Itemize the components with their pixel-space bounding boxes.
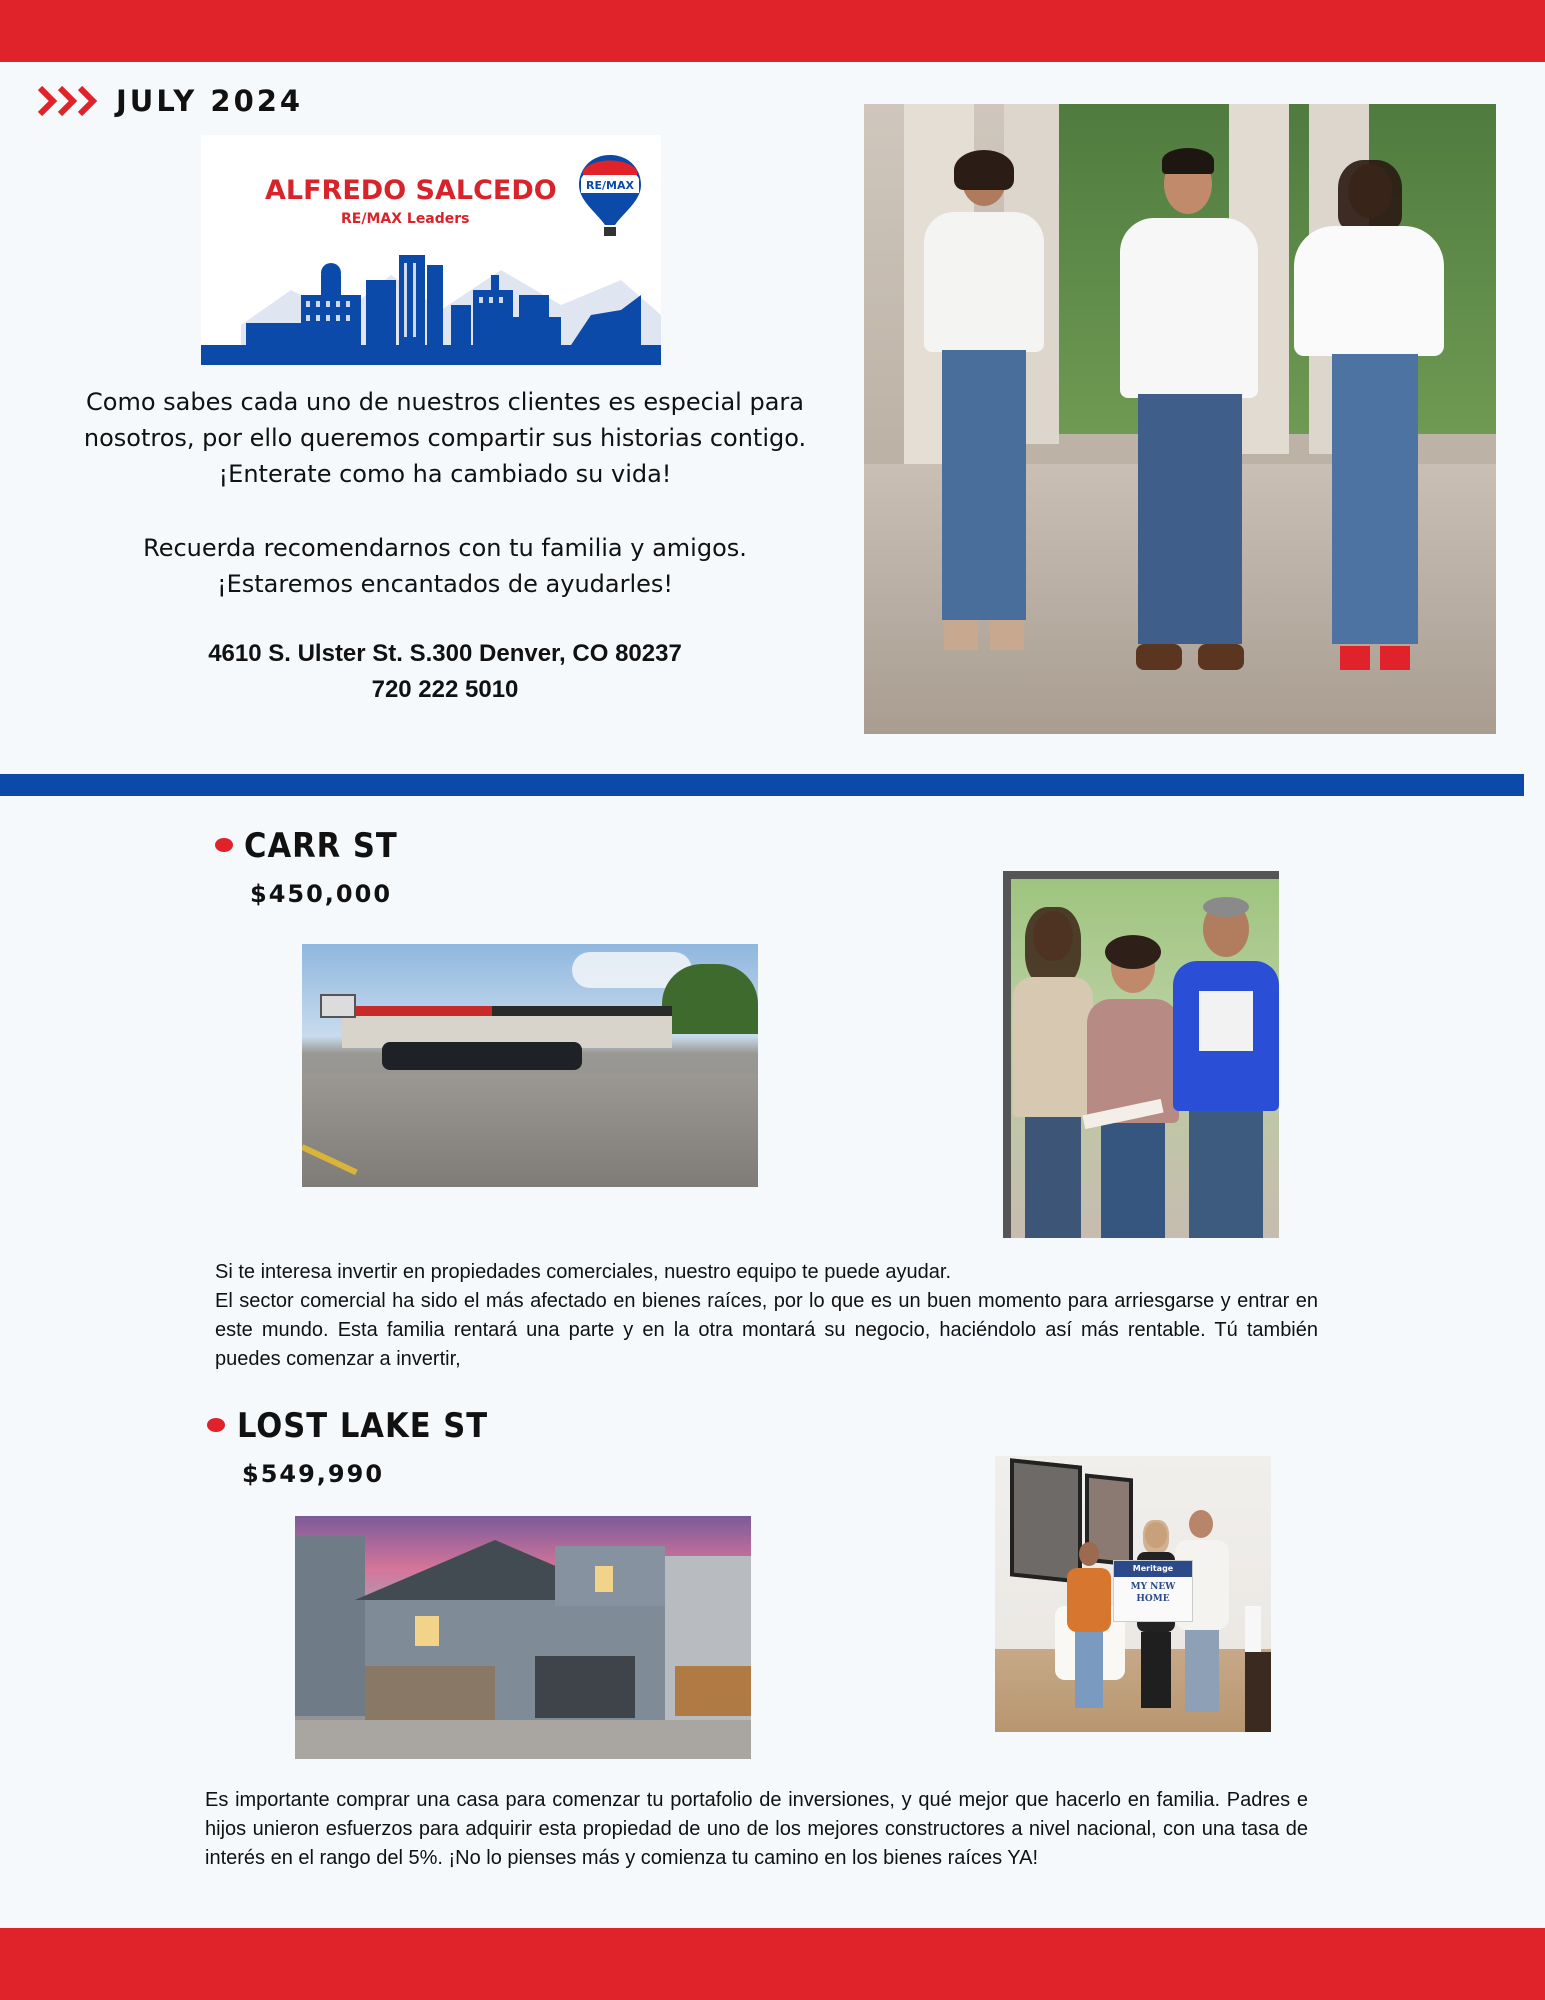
person-figure — [1067, 1542, 1111, 1712]
my-new-home-sign — [1113, 1560, 1193, 1622]
office-phone: 720 222 5010 — [371, 676, 519, 703]
bottom-banner — [0, 1928, 1545, 2000]
photo-parking-lot — [302, 1074, 758, 1187]
photo-window — [595, 1566, 613, 1592]
property-description-carr: Si te interesa invertir en propiedades comerciales, nuestro equipo te puede ayudar. El sector comercial ha sido el más afectado en bienes raíces, por lo que es un buen momento para arriesgarse y entrar en este mundo. Esta familia rentará una parte y en la otra montará su negocio, haciéndolo así más rentable. Tú también puedes comenzar a invertir, — [215, 1261, 1318, 1370]
photo-sign — [320, 994, 356, 1018]
brand-logo — [201, 135, 661, 365]
photo-lamp — [1245, 1606, 1261, 1656]
photo-fence — [675, 1666, 751, 1716]
photo-cars — [382, 1042, 582, 1070]
balloon-icon — [577, 153, 643, 239]
chevrons-icon — [38, 86, 102, 116]
lost-lake-property-photo — [295, 1516, 751, 1759]
newsletter-date: JULY 2024 — [116, 84, 304, 118]
photo-window — [415, 1616, 439, 1646]
property-description-lost-lake: Es importante comprar una casa para comenzar tu portafolio de inversiones, y qué mejor que hacerlo en familia. Padres e hijos unieron esfuerzos para adquirir esta propiedad de uno de los mejores constructores a nivel nacional, con una tasa de interés en el rango del 5%. ¡No lo pienses más y comienza tu camino en los bienes raíces YA! — [205, 1789, 1308, 1869]
person-figure — [1173, 901, 1279, 1238]
carr-clients-photo — [1003, 871, 1279, 1238]
bullet-dot — [207, 1418, 225, 1432]
property-title-lost-lake: LOST LAKE ST — [237, 1406, 489, 1446]
carr-property-photo — [302, 944, 758, 1187]
photo-building-trim — [492, 1006, 672, 1016]
person-figure — [1294, 164, 1444, 694]
property-title-carr: CARR ST — [244, 826, 398, 866]
intro-paragraph-2: Recuerda recomendarnos con tu familia y amigos. ¡Estaremos encantados de ayudarles! — [143, 534, 747, 598]
team-photo — [864, 104, 1496, 734]
logo-name: ALFREDO SALCEDO — [265, 175, 557, 206]
person-figure — [924, 154, 1044, 674]
intro-paragraph-1: Como sabes cada uno de nuestros clientes es especial para nosotros, por ello queremos compartir sus historias contigo. ¡Enterate como ha cambiado su vida! — [83, 388, 807, 488]
photo-trees — [662, 964, 758, 1034]
skyline-illustration — [201, 235, 661, 365]
photo-house-stone — [365, 1666, 495, 1720]
property-price-lost-lake: $549,990 — [242, 1460, 385, 1488]
person-figure — [1114, 154, 1264, 694]
property-price-carr: $450,000 — [250, 880, 393, 908]
person-figure — [1083, 941, 1183, 1238]
office-address: 4610 S. Ulster St. S.300 Denver, CO 80237 — [208, 640, 682, 667]
sign-text: MY NEW HOME — [1130, 1582, 1176, 1604]
section-divider — [0, 774, 1524, 796]
lost-lake-clients-photo — [995, 1456, 1271, 1732]
bullet-dot — [215, 838, 233, 852]
photo-cabinet — [1245, 1652, 1271, 1732]
photo-driveway — [295, 1720, 751, 1759]
person-figure — [1013, 911, 1093, 1238]
balloon-text: RE/MAX — [586, 179, 634, 192]
photo-garage-door — [535, 1656, 635, 1718]
logo-subtitle: RE/MAX Leaders — [341, 211, 470, 227]
sign-header: Meritage — [1114, 1561, 1192, 1577]
photo-building-trim — [342, 1006, 492, 1016]
top-banner — [0, 0, 1545, 62]
